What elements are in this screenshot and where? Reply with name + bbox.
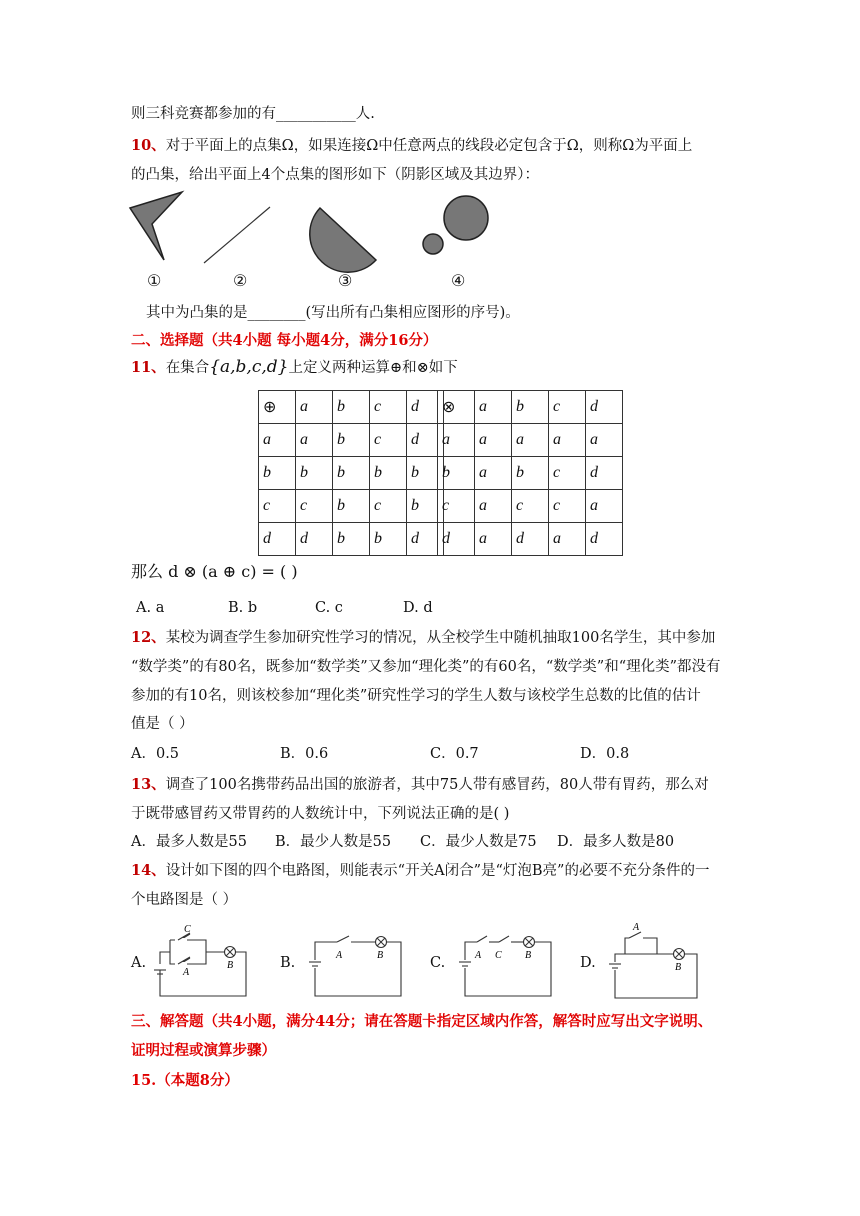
q13-line2: 于既带感冒药又带胃药的人数统计中，下列说法正确的是( ) bbox=[131, 806, 510, 822]
times-table-row bbox=[438, 424, 623, 457]
circuit-d-label-a: A bbox=[633, 922, 640, 933]
times-table-cell: c bbox=[549, 457, 586, 490]
plus-operation-table bbox=[258, 390, 444, 556]
times-table-cell: a bbox=[475, 424, 512, 457]
plus-table-cell: b bbox=[370, 523, 407, 556]
q11-intro-a: 在集合 bbox=[165, 360, 210, 376]
times-table-cell: a bbox=[586, 424, 623, 457]
times-table-row bbox=[438, 490, 623, 523]
times-table-cell: d bbox=[438, 523, 475, 556]
q13-option-b: B．最少人数是55 bbox=[275, 834, 392, 850]
figure-label-1: ① bbox=[147, 271, 162, 290]
q11-line bbox=[131, 357, 458, 378]
times-table-cell: d bbox=[586, 457, 623, 490]
q12-text1: 某校为调查学生参加研究性学习的情况，从全校学生中随机抽取100名学生，其中参加 bbox=[165, 630, 716, 646]
plus-table-cell: c bbox=[370, 424, 407, 457]
q12-option-d: D．0.8 bbox=[580, 746, 630, 762]
times-table-row bbox=[438, 457, 623, 490]
circuit-d-label-b: B bbox=[675, 962, 682, 973]
figure-3-half-disk bbox=[312, 206, 382, 264]
q9-tail: 则三科竞赛都参加的有___________人. bbox=[131, 106, 375, 122]
q13-number: 13、 bbox=[131, 776, 166, 793]
plus-table-row bbox=[259, 523, 444, 556]
figure-label-2: ② bbox=[233, 271, 248, 290]
times-table-cell: a bbox=[512, 424, 549, 457]
plus-table-cell: c bbox=[296, 490, 333, 523]
times-table-cell: d bbox=[586, 391, 623, 424]
plus-table-row bbox=[259, 490, 444, 523]
q11-intro-b: 上定义两种运算⊕和⊗如下 bbox=[288, 360, 458, 376]
circuit-c-label-b: B bbox=[525, 950, 532, 961]
circuit-c-label-c: C bbox=[495, 950, 502, 961]
plus-table-row bbox=[259, 391, 444, 424]
plus-table-cell: b bbox=[333, 391, 370, 424]
times-table-cell: b bbox=[512, 457, 549, 490]
plus-table-cell: b bbox=[370, 457, 407, 490]
plus-table-cell: c bbox=[370, 391, 407, 424]
plus-table-cell: a bbox=[296, 391, 333, 424]
q13-line1 bbox=[131, 775, 709, 795]
figure-4-two-circles bbox=[420, 194, 495, 259]
plus-table-cell: d bbox=[407, 391, 444, 424]
q12-line2: “数学类”的有80名，既参加“数学类”又参加“理化类”的有60名，“数学类”和“理化类”都没有 bbox=[131, 659, 721, 675]
plus-table-cell: b bbox=[407, 457, 444, 490]
section2-title: 二、选择题（共4小题 每小题4分，满分16分） bbox=[131, 332, 438, 349]
q15-heading: 15.（本题8分） bbox=[131, 1072, 239, 1089]
plus-table-cell: b bbox=[333, 523, 370, 556]
circuit-d-diagram bbox=[605, 922, 705, 1000]
q13-option-a: A．最多人数是55 bbox=[131, 834, 247, 850]
times-table-cell: a bbox=[475, 490, 512, 523]
times-table-cell: b bbox=[438, 457, 475, 490]
times-table-cell: a bbox=[438, 424, 475, 457]
times-table-cell: c bbox=[438, 490, 475, 523]
times-table-cell: a bbox=[475, 391, 512, 424]
q10-answer-line: 其中为凸集的是________(写出所有凸集相应图形的序号)。 bbox=[146, 305, 520, 321]
q10-line2: 的凸集，给出平面上4个点集的图形如下（阴影区域及其边界）： bbox=[131, 167, 539, 183]
circuit-a-diagram bbox=[150, 922, 250, 1000]
q12-line1 bbox=[131, 628, 715, 648]
times-table-cell: c bbox=[512, 490, 549, 523]
figure-label-3: ③ bbox=[338, 271, 353, 290]
plus-table-cell: b bbox=[333, 424, 370, 457]
section3-line1: 三、解答题（共4小题，满分44分；请在答题卡指定区域内作答，解答时应写出文字说明、 bbox=[131, 1013, 713, 1030]
times-table-row bbox=[438, 391, 623, 424]
q11-option-a: A. a bbox=[136, 600, 165, 616]
plus-table-cell: b bbox=[407, 490, 444, 523]
circuit-a-label-b: B bbox=[227, 960, 234, 971]
q13-option-c: C．最少人数是75 bbox=[420, 834, 537, 850]
times-table-cell: a bbox=[586, 490, 623, 523]
q10-text1: 对于平面上的点集Ω，如果连接Ω中任意两点的线段必定包含于Ω，则称Ω为平面上 bbox=[165, 138, 693, 154]
q14-option-d-letter: D. bbox=[580, 955, 596, 971]
plus-table-cell: a bbox=[259, 424, 296, 457]
plus-table-cell: b bbox=[296, 457, 333, 490]
circuit-c-label-a: A bbox=[475, 950, 482, 961]
times-table-cell: d bbox=[586, 523, 623, 556]
figure-2-line-segment bbox=[200, 205, 275, 267]
plus-table-cell: b bbox=[333, 457, 370, 490]
q14-text1: 设计如下图的四个电路图，则能表示“开关A闭合”是“灯泡B亮”的必要不充分条件的一 bbox=[165, 863, 710, 879]
plus-table-cell: d bbox=[407, 424, 444, 457]
q11-option-d: D. d bbox=[403, 600, 433, 616]
plus-table-cell: d bbox=[259, 523, 296, 556]
figure-label-4: ④ bbox=[451, 271, 466, 290]
plus-table-row bbox=[259, 457, 444, 490]
circuit-b-label-a: A bbox=[336, 950, 343, 961]
plus-table-cell: a bbox=[296, 424, 333, 457]
plus-table-cell: c bbox=[370, 490, 407, 523]
figure-1-concave-shape bbox=[130, 192, 190, 264]
times-table-cell: a bbox=[549, 523, 586, 556]
q10-line1 bbox=[131, 136, 692, 156]
times-table-cell: b bbox=[512, 391, 549, 424]
q12-option-b: B．0.6 bbox=[280, 746, 329, 762]
times-table-cell: a bbox=[475, 523, 512, 556]
q14-option-c-letter: C. bbox=[430, 955, 446, 971]
times-table-cell: d bbox=[512, 523, 549, 556]
q12-line4: 值是（ ） bbox=[131, 716, 194, 732]
plus-table-cell: c bbox=[259, 490, 296, 523]
q14-option-a-letter: A. bbox=[131, 955, 147, 971]
times-table-cell: a bbox=[549, 424, 586, 457]
q11-question: 那么 d ⊗ (a ⊕ c) = ( ) bbox=[131, 562, 298, 581]
q11-option-c: C. c bbox=[315, 600, 343, 616]
times-table-cell: a bbox=[475, 457, 512, 490]
circuit-a-label-a: A bbox=[183, 967, 190, 978]
q12-line3: 参加的有10名，则该校参加“理化类”研究性学习的学生人数与该校学生总数的比值的估计 bbox=[131, 688, 701, 704]
plus-table-cell: ⊕ bbox=[259, 391, 296, 424]
q11-number: 11、 bbox=[131, 359, 166, 376]
q14-option-b-letter: B. bbox=[280, 955, 296, 971]
q12-option-c: C．0.7 bbox=[430, 746, 479, 762]
q14-line1 bbox=[131, 861, 709, 881]
q11-option-b: B. b bbox=[228, 600, 258, 616]
times-table-cell: ⊗ bbox=[438, 391, 475, 424]
plus-table-cell: b bbox=[333, 490, 370, 523]
q13-option-d: D．最多人数是80 bbox=[557, 834, 675, 850]
q14-number: 14、 bbox=[131, 862, 166, 879]
times-operation-table bbox=[437, 390, 623, 556]
q12-number: 12、 bbox=[131, 629, 166, 646]
circuit-b-label-b: B bbox=[377, 950, 384, 961]
q10-number: 10、 bbox=[131, 137, 166, 154]
plus-table-row bbox=[259, 424, 444, 457]
circuit-a-label-c: C bbox=[184, 924, 191, 935]
plus-table-cell: d bbox=[407, 523, 444, 556]
q11-set: {a,b,c,d} bbox=[209, 357, 289, 377]
circuit-c-diagram bbox=[455, 930, 555, 1000]
section3-line2: 证明过程或演算步骤） bbox=[131, 1042, 276, 1059]
circuit-b-diagram bbox=[305, 930, 405, 1000]
times-table-cell: c bbox=[549, 490, 586, 523]
plus-table-cell: d bbox=[296, 523, 333, 556]
times-table-row bbox=[438, 523, 623, 556]
q13-text1: 调查了100名携带药品出国的旅游者，其中75人带有感冒药，80人带有胃药，那么对 bbox=[165, 777, 709, 793]
q12-option-a: A．0.5 bbox=[131, 746, 180, 762]
times-table-cell: c bbox=[549, 391, 586, 424]
plus-table-cell: b bbox=[259, 457, 296, 490]
q14-line2: 个电路图是（ ） bbox=[131, 892, 238, 908]
